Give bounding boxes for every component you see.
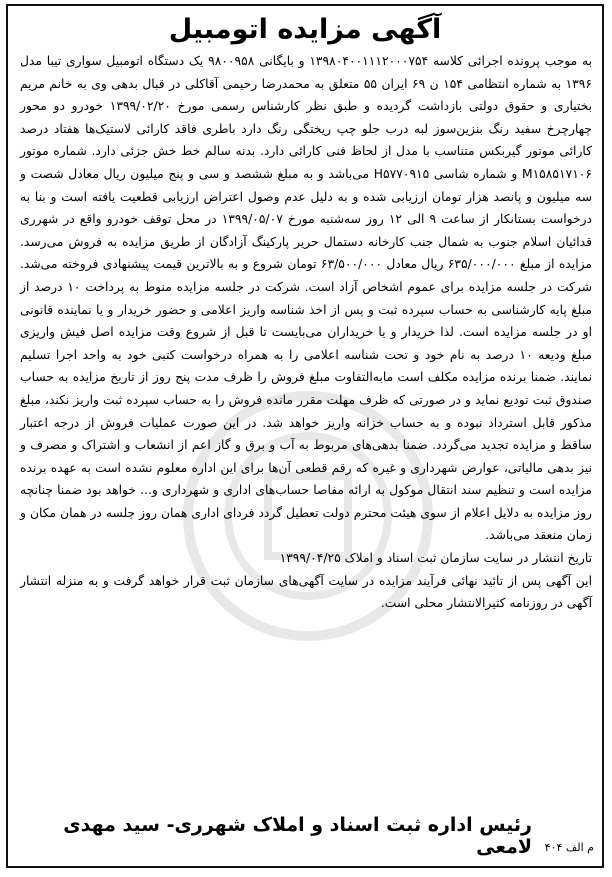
notice-code-label: م الف ۴۰۴ xyxy=(544,841,594,854)
notice-title: آگهی مزایده اتومبیل xyxy=(168,14,442,45)
notice-paragraph-site-note: این آگهی پس از تائید نهائی فرآیند مزایده در سایت آگهی‌های سازمان ثبت قرار خواهد گرفت و به منزله انتشار آگهی در روزنامه کثیرالانتشار محلی است. xyxy=(20,573,592,611)
notice-signature: رئیس اداره ثبت اسناد و املاک شهرری- سید مهدی لامعی xyxy=(63,814,532,858)
notice-paragraph-publish-date: تاریخ انتشار در سایت سازمان ثبت اسناد و املاک ۱۳۹۹/۰۴/۲۵ xyxy=(279,551,592,566)
signature-row xyxy=(8,814,602,860)
notice-paragraph-main: به موجب پرونده اجرائی کلاسه ۱۳۹۸۰۴۰۰۱۱۱۲۰۰۰۷۵۴ و بایگانی ۹۸۰۰۹۵۸ یک دستگاه اتومبیل سواری تیبا مدل ۱۳۹۶ به شماره انتظامی ۱۵۴ ن ۶۹ ایران ۵۵ متعلق به محمدرضا رحیمی آقاکلی در قبال بدهی وی به خانم مریم بختیاری و حقوق دولتی بازداشت گردیده و طبق نظر کارشناس رسمی مورخ ۱۳۹۹/۰۲/۲۰ خودرو دو محور چهارچرخ سفید رنگ بنزین‌سوز لبه درب جلو چپ ریختگی رنگ دارد باطری فاقد کارائی لاستیک‌ها هفتاد درصد کارائی موتور گیربکس متناسب با مدل از لحاظ فنی کارائی دارد. بدنه سالم خط خش جزئی دارد. شماره موتور M۱۵۸۵۱۷۱۰۶ و شماره شاسی H۵۷۷۰۹۱۵ می‌باشد و به مبلغ ششصد و سی و پنج میلیون ریال معادل شصت و سه میلیون و پانصد هزار تومان ارزیابی شده و به دلیل عدم وصول اعتراض ارزیابی قطعیت یافته است و بنا به درخواست بستانکار از ساعت ۹ الی ۱۲ روز سه‌شنبه مورخ ۱۳۹۹/۰۵/۰۷ در محل توقف خودرو واقع در شهرری قدائیان اسلام جنوب به شمال جنب کارخانه دستمال حریر پارکینگ آزادگان از طریق مزایده به فروش می‌رسد. مزایده از مبلغ ۶۳۵/۰۰۰/۰۰۰ ریال معادل ۶۳/۵۰۰/۰۰۰ تومان شروع و به بالاترین قیمت پیشنهادی فروخته می‌شد. شرکت در جلسه مزایده برای عموم اشخاص آزاد است. شرکت در جلسه مزایده منوط به پرداخت ۱۰ درصد از مبلغ پایه کارشناسی به حساب سپرده ثبت و پس از اخذ شناسه واریز اعلامی و حضور خریدار و یا نماینده قانونی او در جلسه مزایده است. لذا خریدار و یا خریداران می‌بایست تا قبل از شروع وقت مزایده اصل فیش واریزی مبلغ ودیعه ۱۰ درصد به نام خود و تحت شناسه اعلامی را به همراه درخواست کتبی خود به واحد اجرا تسلیم نمایند. ضمنا برنده مزایده مکلف است مابه‌التفاوت مبلغ فروش را ظرف مدت پنج روز از تاریخ مزایده به حساب صندوق ثبت تودیع نماید و در صورتی که ظرف مهلت مقرر مانده فروش را به حساب سپرده ثبت واریز نکند، مبلغ مذکور قابل استرداد نبوده و به حساب خزانه واریز خواهد شد. در این صورت عملیات فروش از درجه اعتبار ساقط و مزایده تجدید می‌گردد. ضمنا بدهی‌های مربوط به آب و برق و گاز اعم از انشعاب و اشتراک و مصرف و نیز بدهی مالیاتی، عوارض شهرداری و غیره که رقم قطعی آن‌ها برای این اداره معلوم نشده است به عهده برنده مزایده است و تنظیم سند انتقال موکول به ارائه مفاصا حساب‌های اداری و شهرداری و... خواهد بود ضمنا چنانچه روز مزایده به دلایل اعلام از سوی هیئت محترم دولت تعطیل گردد فردای اداری همان روز جلسه در همان مکان و زمان منعقد می‌باشد. xyxy=(20,54,593,543)
auction-notice xyxy=(6,4,604,868)
notice-body xyxy=(8,50,602,615)
